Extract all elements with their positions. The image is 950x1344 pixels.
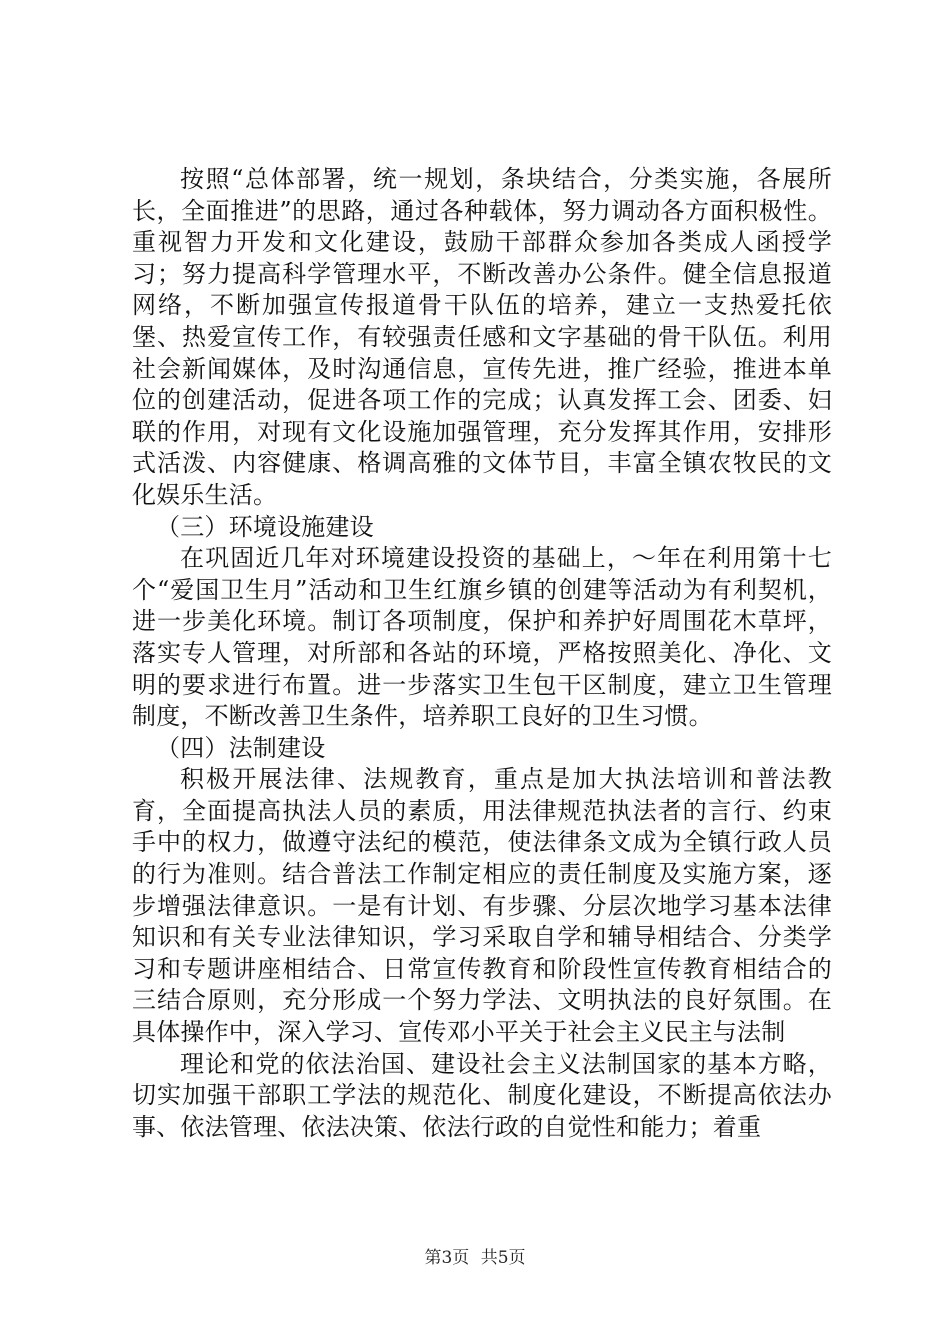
paragraph-legal-theory: 理论和党的依法治国、建设社会主义法制国家的基本方略，切实加强干部职工学法的规范化、制度化建设，不断提高依法办事、依法管理、依法决策、依法行政的自觉性和能力；着重 xyxy=(132,1049,832,1141)
section-heading-legal: （四）法制建设 xyxy=(156,733,326,762)
section-heading-environment: （三）环境设施建设 xyxy=(156,512,374,541)
paragraph-legal-education: 积极开展法律、法规教育，重点是加大执法培训和普法教育，全面提高执法人员的素质，用法律规范执法者的言行、约束手中的权力，做遵守法纪的模范，使法律条文成为全镇行政人员的行为准则。结合普法工作制定相应的责任制度及实施方案，逐步增强法律意识。一是有计划、有步骤、分层次地学习基本法律知识和有关专业法律知识，学习采取自学和辅导相结合、分类学习和专题讲座相结合、日常宣传教育和阶段性宣传教育相结合的三结合原则，充分形成一个努力学法、文明执法的良好氛围。在具体操作中，深入学习、宣传邓小平关于社会主义民主与法制 xyxy=(132,765,832,1047)
page-number: 第3页 xyxy=(424,1248,470,1268)
paragraph-culture-building: 按照“总体部署，统一规划，条块结合，分类实施，各展所长，全面推进”的思路，通过各种载体，努力调动各方面积极性。重视智力开发和文化建设，鼓励干部群众参加各类成人函授学习；努力提高科学管理水平，不断改善办公条件。健全信息报道网络，不断加强宣传报道骨干队伍的培养，建立一支热爱托依堡、热爱宣传工作，有较强责任感和文字基础的骨干队伍。利用社会新闻媒体，及时沟通信息，宣传先进，推广经验，推进本单位的创建活动，促进各项工作的完成；认真发挥工会、团委、妇联的作用，对现有文化设施加强管理，充分发挥其作用，安排形式活泼、内容健康、格调高雅的文体节目，丰富全镇农牧民的文化娱乐生活。 xyxy=(132,165,832,509)
paragraph-environment: 在巩固近几年对环境建设投资的基础上，～年在利用第十七个“爱国卫生月”活动和卫生红旗乡镇的创建等活动为有利契机，进一步美化环境。制订各项制度，保护和养护好周围花木草坪，落实专人管理，对所部和各站的环境，严格按照美化、净化、文明的要求进行布置。进一步落实卫生包干区制度，建立卫生管理制度，不断改善卫生条件，培养职工良好的卫生习惯。 xyxy=(132,544,832,731)
document-body xyxy=(132,164,832,1143)
page-footer xyxy=(0,1243,950,1268)
page-total: 共5页 xyxy=(480,1248,526,1268)
